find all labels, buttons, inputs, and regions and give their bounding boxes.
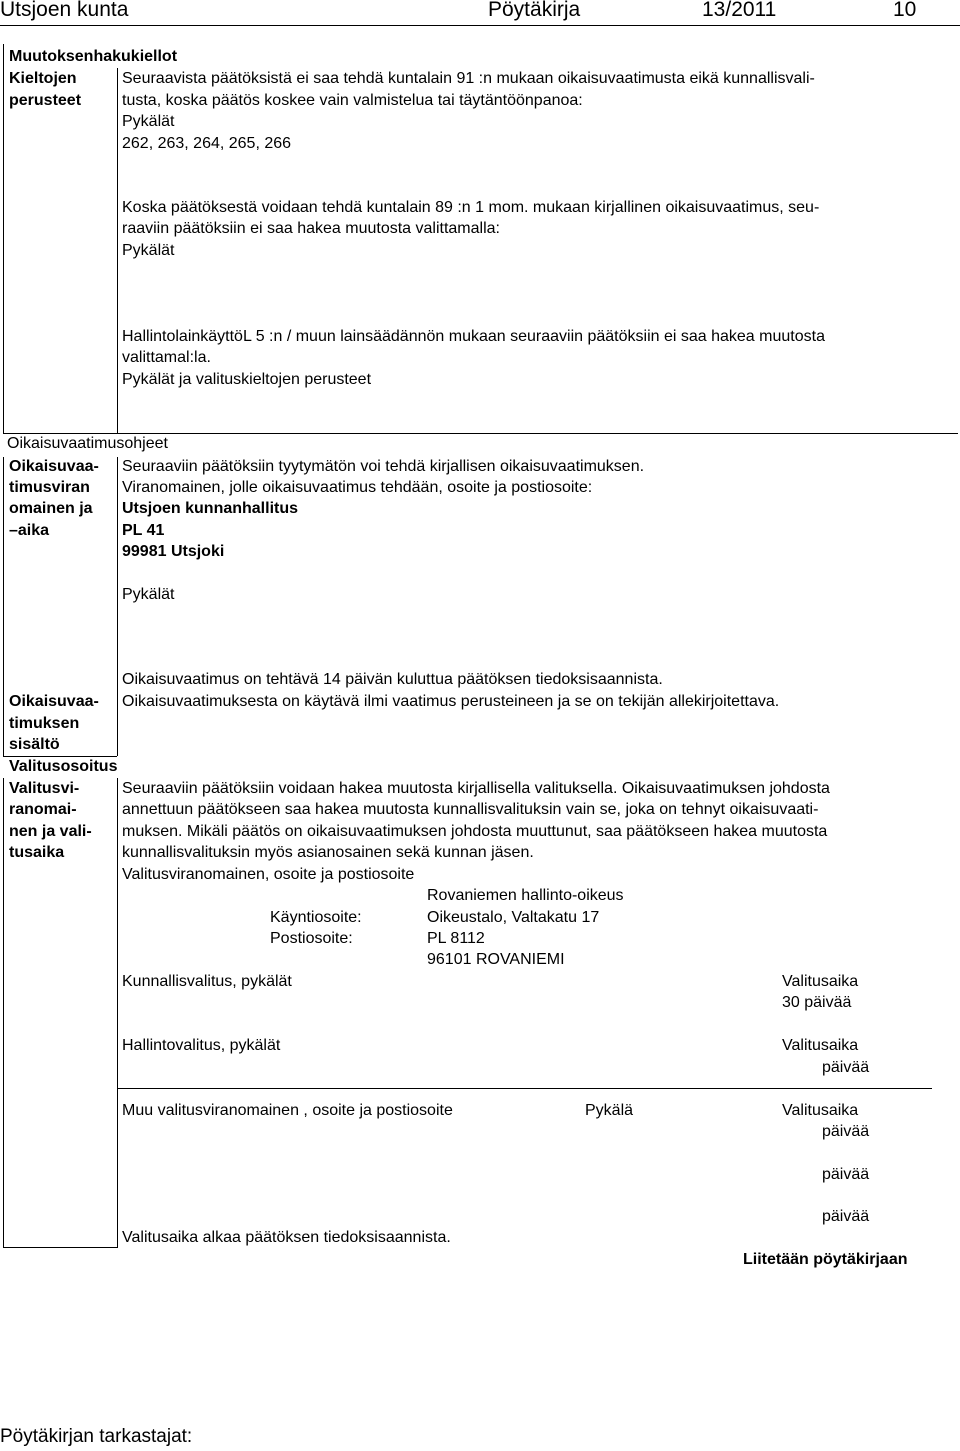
other-section-label: Pykälä (585, 1102, 634, 1119)
section1-p1-line: 262, 263, 264, 265, 266 (122, 135, 292, 152)
appeal-authority-name: Rovaniemen hallinto-oikeus (427, 887, 624, 904)
section2-content-label-line: sisältö (9, 736, 60, 753)
section1-p3-line: HallintolainkäyttöL 5 :n / muun lainsäädännön mukaan seuraaviin päätöksiin ei saa hakea muutosta (122, 328, 825, 345)
section2-label-line: timusviran (9, 479, 90, 496)
section3-p1-line: annettuun päätökseen saa hakea muutosta kunnallisvalituksin vain se, joka on tehnyt oikaisuvaati- (122, 801, 819, 818)
postal-city: 96101 ROVANIEMI (427, 951, 565, 968)
municipal-period-label: Valitusaika (782, 973, 859, 990)
other-authority-rule (117, 1088, 932, 1089)
other-authority-label: Muu valitusviranomainen , osoite ja postiosoite (122, 1102, 453, 1119)
municipality-name: Utsjoen kunta (0, 0, 129, 21)
section1-p2-line: Koska päätöksestä voidaan tehdä kuntalain 89 :n 1 mom. mukaan kirjallinen oikaisuvaatimus, seu- (122, 199, 820, 216)
section3-p1-line: Seuraaviin päätöksiin voidaan hakea muutosta kirjallisella valituksella. Oikaisuvaatimuksen johdosta (122, 780, 830, 797)
section3-title: Valitusosoitus (9, 758, 118, 775)
section2-label-line: Oikaisuvaa- (9, 458, 99, 475)
section1-p1-line: Pykälät (122, 113, 175, 130)
section3-label-line: Valitusvi- (9, 780, 80, 797)
section3-left-border (3, 778, 4, 1248)
admin-appeal-label: Hallintovalitus, pykälät (122, 1037, 281, 1054)
section2-content-text: Oikaisuvaatimuksesta on käytävä ilmi vaatimus perusteineen ja se on tekijän allekirjoitettava. (122, 693, 780, 710)
section2-p1-line: Seuraaviin päätöksiin tyytymätön voi tehdä kirjallisen oikaisuvaatimuksen. (122, 458, 645, 475)
admin-period-value: päivää (822, 1059, 870, 1076)
section1-label-line: perusteet (9, 92, 82, 109)
section3-p1-line: muksen. Mikäli päätös on oikaisuvaatimuksen johdosta muuttunut, saa päätökseen hakea muutosta (122, 823, 828, 840)
section3-label-line: tusaika (9, 844, 65, 861)
section1-p3-line: Pykälät ja valituskieltojen perusteet (122, 371, 372, 388)
municipal-period-value: 30 päivää (782, 994, 852, 1011)
section2-content-label-line: timuksen (9, 715, 80, 732)
visit-address-value: Oikeustalo, Valtakatu 17 (427, 909, 600, 926)
visit-address-label: Käyntiosoite: (270, 909, 362, 926)
section3-label-line: ranomai- (9, 801, 77, 818)
section2-divider (117, 457, 118, 756)
municipal-appeal-label: Kunnallisvalitus, pykälät (122, 973, 292, 990)
authority-address-line: 99981 Utsjoki (122, 543, 225, 560)
section2-pykalat: Pykälät (122, 586, 175, 603)
section1-p2-line: raaviin päätöksiin ei saa hakea muutosta valittamalla: (122, 220, 500, 237)
section2-label-line: –aika (9, 522, 50, 539)
other-period-days: päivää (822, 1123, 870, 1140)
section2-p1-line: Viranomainen, jolle oikaisuvaatimus tehdään, osoite ja postiosoite: (122, 479, 593, 496)
section3-divider (117, 778, 118, 1248)
page-number: 10 (893, 0, 917, 21)
section1-label-line: Kieltojen (9, 70, 77, 87)
document-type: Pöytäkirja (488, 0, 581, 21)
section3-label-line: nen ja vali- (9, 823, 92, 840)
section1-divider (117, 68, 118, 434)
section1-title: Muutoksenhakukiellot (9, 48, 178, 65)
postal-address-value: PL 8112 (427, 930, 485, 947)
section2-deadline: Oikaisuvaatimus on tehtävä 14 päivän kuluttua päätöksen tiedoksisaannista. (122, 671, 663, 688)
period-start-note: Valitusaika alkaa päätöksen tiedoksisaannista. (122, 1229, 451, 1246)
other-period-days: päivää (822, 1208, 870, 1225)
section3-p1-line: kunnallisvalituksin myös asianosainen sekä kunnan jäsen. (122, 844, 534, 861)
section3-bottom-border (3, 1247, 118, 1248)
authority-address-line: Utsjoen kunnanhallitus (122, 500, 299, 517)
attached-to-minutes: Liitetään pöytäkirjaan (743, 1251, 908, 1268)
section2-label-line: omainen ja (9, 500, 93, 517)
admin-period-label: Valitusaika (782, 1037, 859, 1054)
section1-p1-line: tusta, koska päätös koskee vain valmistelua tai täytäntöönpanoa: (122, 92, 583, 109)
authority-address-line: PL 41 (122, 522, 165, 539)
header-rule (0, 25, 960, 26)
section2-title: Oikaisuvaatimusohjeet (7, 435, 168, 452)
section1-p3-line: valittamal:la. (122, 349, 211, 366)
section2-content-label-line: Oikaisuvaa- (9, 693, 99, 710)
other-period-days: päivää (822, 1166, 870, 1183)
section2-left-border (3, 457, 4, 756)
other-period-label: Valitusaika (782, 1102, 859, 1119)
section1-left-border (3, 44, 4, 434)
minutes-reviewers-label: Pöytäkirjan tarkastajat: (0, 1426, 193, 1447)
section1-p2-line: Pykälät (122, 242, 175, 259)
appeal-authority-heading: Valitusviranomainen, osoite ja postiosoite (122, 866, 415, 883)
section1-p1-line: Seuraavista päätöksistä ei saa tehdä kuntalain 91 :n mukaan oikaisuvaatimusta eikä kunnallisvali- (122, 70, 815, 87)
document-number: 13/2011 (702, 0, 777, 21)
postal-address-label: Postiosoite: (270, 930, 353, 947)
